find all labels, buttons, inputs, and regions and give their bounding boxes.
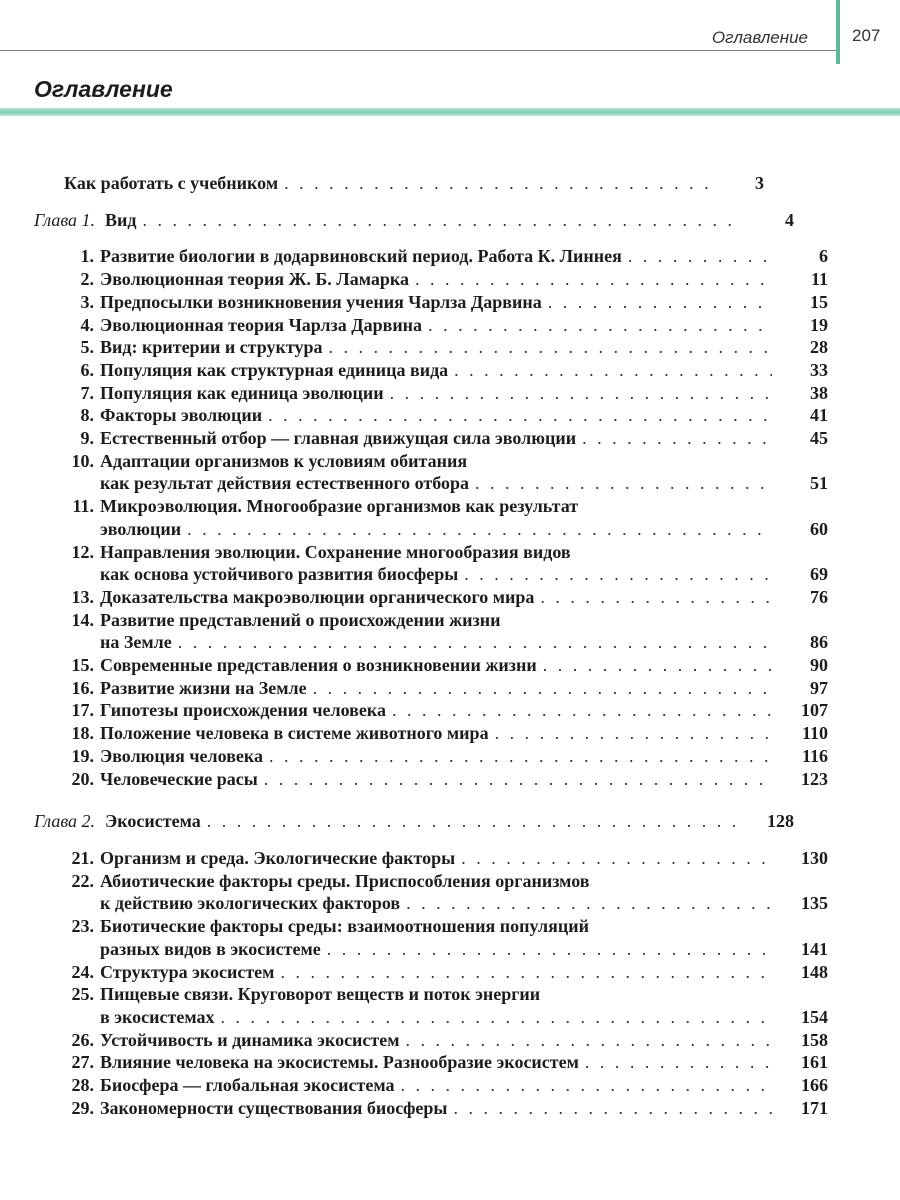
toc-entry-title-line: Положение человека в системе животного мира [100, 723, 489, 744]
leader-dots [585, 1051, 772, 1074]
running-head-title: Оглавление [711, 28, 808, 47]
toc-entry-number: 24. [71, 961, 94, 982]
toc-entry-page: 166 [801, 1075, 828, 1096]
toc-entry-title-line: Доказательства макроэволюции органического мира [100, 586, 535, 607]
page-title: Оглавление [34, 76, 173, 102]
leader-dots [400, 1074, 772, 1097]
toc-entry-title-line: Популяция как единица эволюции [100, 382, 384, 403]
leader-dots [392, 699, 772, 722]
toc-entry-page: 33 [810, 359, 828, 380]
toc-entry[interactable] [0, 722, 828, 745]
toc-entry-title-line: Популяция как структурная единица вида [100, 359, 449, 380]
toc-entry-page: 41 [810, 405, 828, 426]
chapter-title: Вид [105, 209, 137, 230]
toc-entry-number: 5. [80, 337, 94, 358]
toc-entry-page: 3 [755, 173, 764, 193]
toc-entry-number: 20. [71, 768, 94, 789]
toc-entry-title-line: Биотические факторы среды: взаимоотношения популяций [100, 916, 589, 937]
leader-dots [415, 268, 772, 291]
toc-entry[interactable] [0, 1051, 828, 1074]
leader-dots [220, 1006, 772, 1029]
table-of-contents [0, 172, 900, 1119]
toc-entry-number: 3. [80, 291, 94, 312]
toc-entry[interactable] [0, 677, 828, 700]
toc-entry-title-line: Биосфера — глобальная экосистема [100, 1075, 395, 1096]
toc-entry-number: 17. [71, 700, 94, 721]
toc-entry-number: 22. [71, 870, 94, 891]
leader-dots [187, 518, 772, 541]
toc-entry-title-line: Пищевые связи. Круговорот веществ и поток энергии [100, 984, 541, 1005]
toc-entry-title-line: Гипотезы происхождения человека [100, 700, 386, 721]
toc-entry[interactable] [0, 1029, 828, 1052]
toc-entry-title: Как работать с учебником [64, 173, 279, 193]
leader-dots [543, 654, 772, 677]
toc-entry-title-line: Эволюционная теория Ж. Б. Ламарка [100, 269, 409, 290]
toc-entry-title-line: как основа устойчивого развития биосферы [100, 564, 459, 585]
toc-entry-title-line: Эволюционная теория Чарлза Дарвина [100, 314, 423, 335]
toc-entry[interactable] [0, 586, 828, 609]
leader-dots [329, 336, 773, 359]
toc-entry[interactable] [0, 961, 828, 984]
toc-entry-number: 25. [71, 984, 94, 1005]
toc-entry-page: 6 [819, 246, 828, 267]
toc-entry-page: 130 [801, 847, 828, 868]
toc-entry-title-line: разных видов в экосистеме [100, 938, 321, 959]
toc-entry-page: 154 [801, 1006, 828, 1027]
toc-entry-page: 15 [810, 291, 828, 312]
leader-dots [178, 631, 772, 654]
chapter-title: Экосистема [105, 811, 201, 832]
leader-dots [268, 404, 772, 427]
leader-dots [454, 359, 772, 382]
toc-entry-page: 158 [801, 1029, 828, 1050]
toc-entry-number: 29. [71, 1097, 94, 1118]
chapter-label: Глава 2. [34, 811, 96, 832]
leader-dots [390, 382, 772, 405]
toc-entry-number: 7. [80, 382, 94, 403]
leader-dots [540, 586, 772, 609]
toc-entry-page: 38 [810, 382, 828, 403]
toc-entry-title-line: Вид: критерии и структура [100, 337, 323, 358]
leader-dots [280, 961, 772, 984]
toc-entry-number: 2. [80, 269, 94, 290]
toc-entry-page: 51 [810, 473, 828, 494]
toc-entry-title-line: Направления эволюции. Сохранение многообразия видов [100, 541, 571, 562]
toc-entry-number: 19. [71, 745, 94, 766]
toc-chapter-2[interactable] [0, 810, 794, 833]
toc-entry-title-line: Микроэволюция. Многообразие организмов как результат [100, 496, 579, 517]
toc-entry-number: 4. [80, 314, 94, 335]
toc-entry[interactable] [0, 983, 828, 1028]
toc-entry[interactable] [0, 450, 828, 495]
toc-entry-number: 11. [72, 496, 94, 517]
toc-entry-number: 28. [71, 1075, 94, 1096]
chapter-label: Глава 1. [34, 209, 96, 230]
toc-entry-number: 15. [71, 655, 94, 676]
toc-entry-number: 21. [71, 847, 94, 868]
toc-entry-page: 110 [801, 723, 828, 744]
toc-entry-page: 4 [785, 209, 794, 230]
toc-entry-title-line: Эволюция человека [100, 745, 264, 766]
leader-dots [313, 677, 772, 700]
page-number: 207 [852, 26, 881, 45]
toc-entry-page: 28 [810, 337, 828, 358]
toc-entry-title-line: Предпосылки возникновения учения Чарлза Дарвина [100, 291, 542, 312]
toc-entry-title-line: Естественный отбор — главная движущая сила эволюции [100, 428, 577, 449]
leader-dots [269, 745, 772, 768]
toc-entry[interactable] [0, 915, 828, 960]
toc-entry-title-line: Адаптации организмов к условиям обитания [100, 450, 468, 471]
toc-entry-title-line: Развитие биологии в додарвиновский период. Работа К. Линнея [100, 246, 622, 267]
toc-entry[interactable] [0, 541, 828, 586]
toc-entry-page: 171 [801, 1097, 828, 1118]
toc-entry-title-line: Развитие жизни на Земле [100, 677, 307, 698]
toc-entry-page: 107 [801, 700, 828, 721]
toc-entry[interactable] [0, 699, 828, 722]
toc-entry-page: 69 [810, 564, 828, 585]
toc-entry-page: 11 [810, 269, 828, 290]
toc-entry[interactable] [0, 870, 828, 915]
running-head [0, 24, 900, 58]
toc-entry-how-to[interactable] [0, 172, 764, 195]
toc-entry-page: 123 [801, 768, 828, 789]
chapter-1-lessons [0, 245, 900, 790]
toc-chapter-1[interactable] [0, 209, 794, 232]
toc-entry-number: 26. [71, 1029, 94, 1050]
toc-entry-page: 148 [801, 961, 828, 982]
leader-dots [327, 938, 772, 961]
toc-entry-title-line: Развитие представлений о происхождении жизни [100, 609, 501, 630]
toc-entry-number: 8. [80, 405, 94, 426]
toc-entry[interactable] [0, 495, 828, 540]
toc-entry-number: 14. [71, 609, 94, 630]
toc-entry-page: 19 [810, 314, 828, 335]
toc-entry[interactable] [0, 654, 828, 677]
leader-dots [461, 847, 772, 870]
leader-dots [582, 427, 772, 450]
leader-dots [143, 209, 738, 232]
toc-entry-number: 12. [71, 541, 94, 562]
toc-entry[interactable] [0, 1074, 828, 1097]
toc-entry-number: 27. [71, 1052, 94, 1073]
leader-dots [207, 810, 738, 833]
toc-entry-number: 9. [80, 428, 94, 449]
toc-entry[interactable] [0, 336, 828, 359]
toc-entry-page: 128 [767, 811, 794, 832]
leader-dots [464, 563, 772, 586]
leader-dots [475, 472, 772, 495]
toc-entry[interactable] [0, 427, 828, 450]
leader-dots [284, 172, 708, 195]
title-band [0, 108, 900, 116]
toc-entry-title-line: как результат действия естественного отбора [100, 473, 470, 494]
leader-dots [453, 1097, 772, 1120]
toc-entry[interactable] [0, 359, 828, 382]
toc-entry-number: 16. [71, 677, 94, 698]
toc-entry-title-line: эволюции [100, 518, 182, 539]
toc-entry-page: 60 [810, 518, 828, 539]
toc-entry-page: 97 [810, 677, 828, 698]
toc-entry-page: 45 [810, 428, 828, 449]
leader-dots [495, 722, 772, 745]
leader-dots [406, 1029, 772, 1052]
toc-entry-page: 76 [810, 586, 828, 607]
toc-entry-number: 6. [80, 359, 94, 380]
leader-dots [548, 291, 772, 314]
toc-entry-number: 18. [71, 723, 94, 744]
toc-entry[interactable] [0, 382, 828, 405]
toc-entry-title-line: Закономерности существования биосферы [100, 1097, 448, 1118]
header-rule [0, 50, 836, 51]
toc-entry-page: 86 [810, 632, 828, 653]
toc-entry[interactable] [0, 768, 828, 791]
toc-entry-page: 135 [801, 893, 828, 914]
toc-entry-title-line: Устойчивость и динамика экосистем [100, 1029, 400, 1050]
leader-dots [264, 768, 772, 791]
leader-dots [428, 314, 772, 337]
toc-entry-page: 90 [810, 655, 828, 676]
toc-entry-title-line: Современные представления о возникновении жизни [100, 655, 537, 676]
toc-entry[interactable] [0, 245, 828, 268]
toc-entry-title-line: Влияние человека на экосистемы. Разнообразие экосистем [100, 1052, 579, 1073]
toc-entry-title-line: в экосистемах [100, 1006, 215, 1027]
toc-entry[interactable] [0, 1097, 828, 1120]
toc-entry-page: 116 [801, 745, 828, 766]
toc-entry-title-line: к действию экологических факторов [100, 893, 401, 914]
toc-entry-number: 23. [71, 916, 94, 937]
leader-dots [406, 892, 772, 915]
toc-entry[interactable] [0, 268, 828, 291]
chapter-2-lessons [0, 847, 900, 1119]
toc-entry[interactable] [0, 291, 828, 314]
toc-entry-number: 13. [71, 586, 94, 607]
toc-entry-title-line: Человеческие расы [100, 768, 258, 789]
toc-entry-number: 10. [71, 450, 94, 471]
toc-entry-page: 161 [801, 1052, 828, 1073]
toc-entry-title-line: Структура экосистем [100, 961, 275, 982]
header-accent-bar [836, 0, 840, 64]
toc-entry-title-line: Факторы эволюции [100, 405, 263, 426]
toc-entry[interactable] [0, 609, 828, 654]
toc-entry-title-line: на Земле [100, 632, 172, 653]
toc-entry-page: 141 [801, 938, 828, 959]
toc-entry[interactable] [0, 847, 828, 870]
leader-dots [628, 245, 772, 268]
toc-entry[interactable] [0, 404, 828, 427]
toc-entry-title-line: Абиотические факторы среды. Приспособления организмов [100, 870, 590, 891]
toc-entry-number: 1. [80, 246, 94, 267]
toc-entry[interactable] [0, 745, 828, 768]
toc-entry-title-line: Организм и среда. Экологические факторы [100, 847, 456, 868]
toc-entry[interactable] [0, 314, 828, 337]
